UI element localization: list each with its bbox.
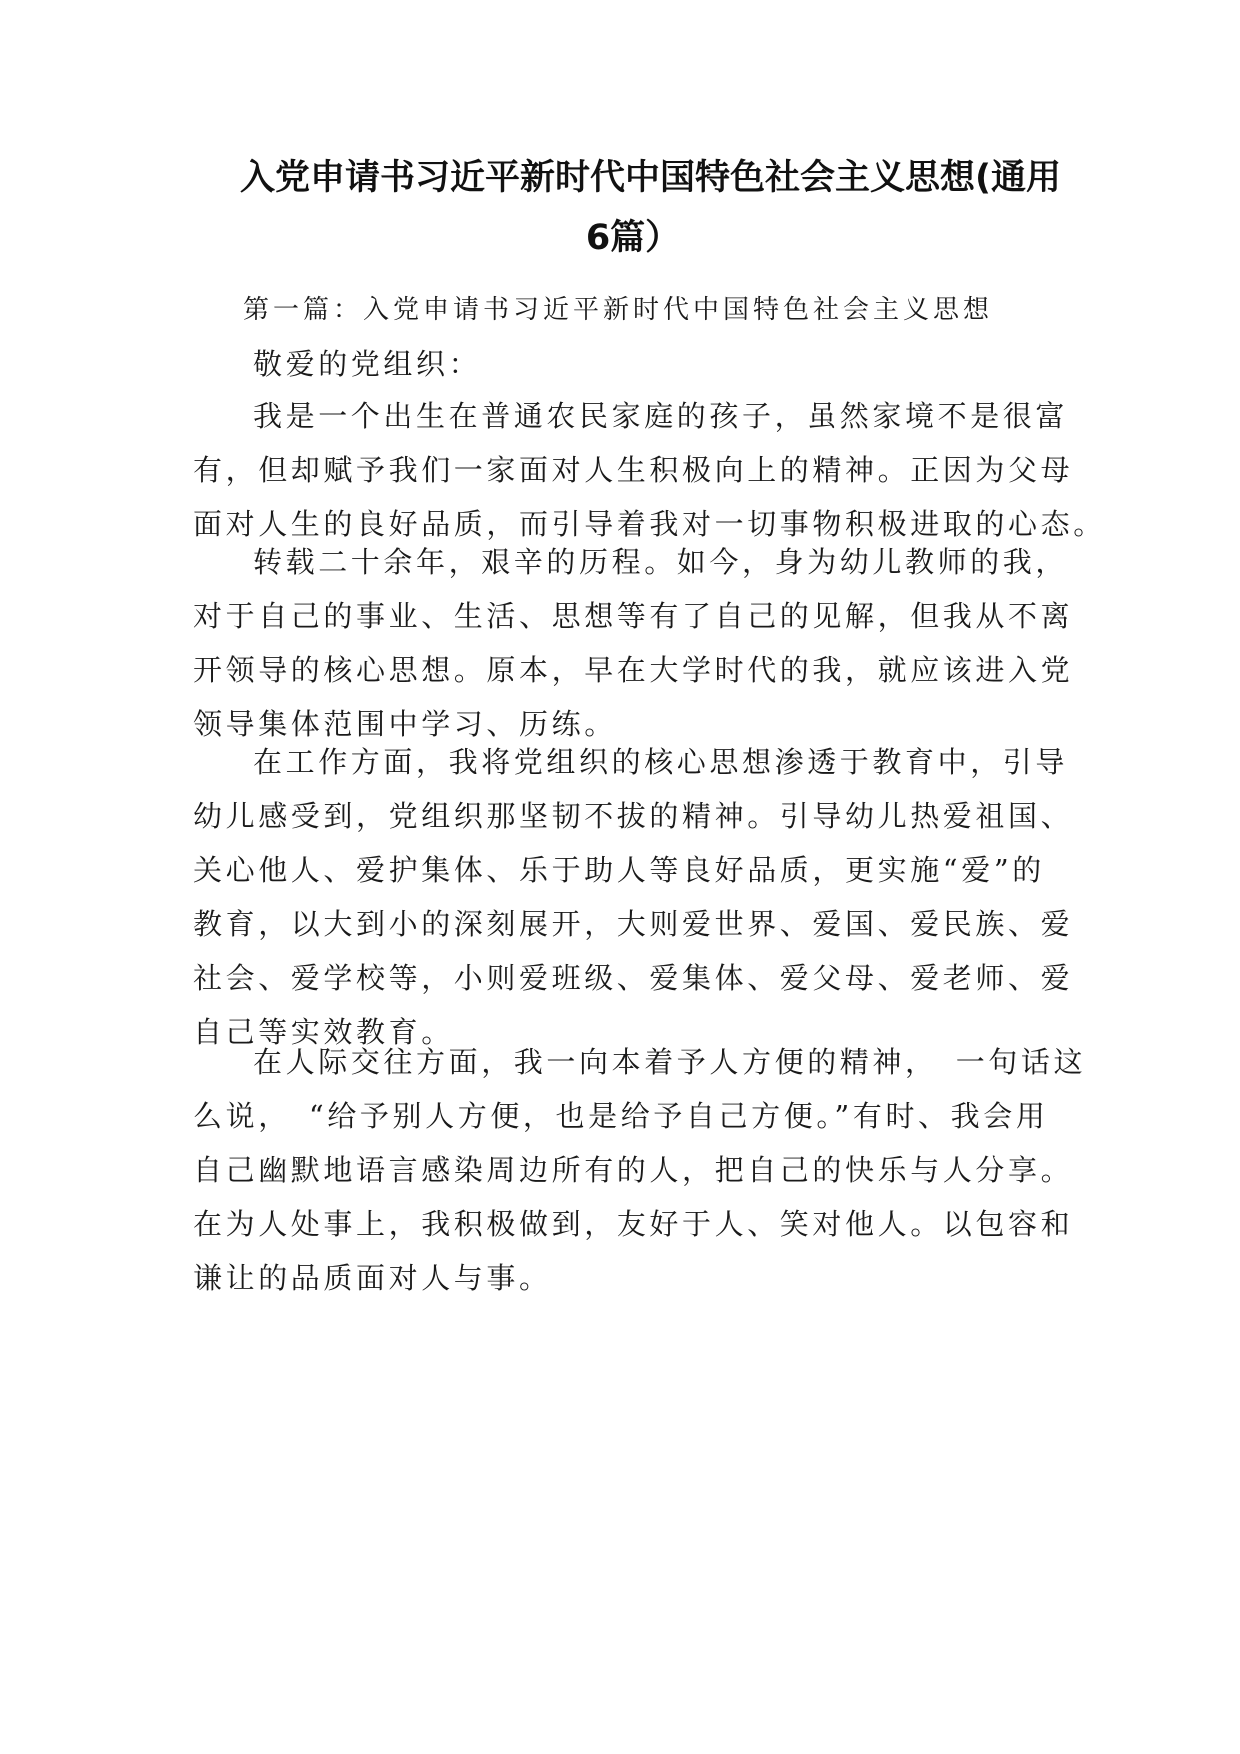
paragraph-line: 在人际交往方面，我一向本着予人方便的精神， 一句话这 [253, 1045, 1087, 1079]
paragraph-line: 么说， “给予别人方便，也是给予自己方便。”有时、我会用 [193, 1099, 1049, 1133]
paragraph-line: 对于自己的事业、生活、思想等有了自己的见解，但我从不离 [193, 599, 1074, 633]
paragraph-line: 面对人生的良好品质，而引导着我对一切事物积极进取的心态。 [193, 507, 1106, 541]
title-line-1: 入党申请书习近平新时代中国特色社会主义思想(通用 [240, 158, 1061, 198]
paragraph-line: 转载二十余年，艰辛的历程。如今，身为幼儿教师的我， [253, 545, 1069, 579]
paragraph-line: 领导集体范围中学习、历练。 [193, 707, 617, 741]
paragraph-4 [193, 1035, 1087, 1305]
paragraph-line: 关心他人、爱护集体、乐于助人等良好品质，更实施“爱”的 [193, 853, 1045, 887]
salutation-text: 敬爱的党组织： [253, 347, 482, 381]
paragraph-line: 在工作方面，我将党组织的核心思想渗透于教育中，引导 [253, 745, 1069, 779]
document-title [240, 148, 1060, 268]
paragraph-line: 在为人处事上，我积极做到，友好于人、笑对他人。以包容和 [193, 1207, 1074, 1241]
paragraph-line: 谦让的品质面对人与事。 [193, 1261, 552, 1295]
paragraph-line: 自己幽默地语言感染周边所有的人，把自己的快乐与人分享。 [193, 1153, 1074, 1187]
paragraph-3 [193, 735, 1073, 1059]
paragraph-line: 社会、爱学校等，小则爱班级、爱集体、爱父母、爱老师、爱 [193, 961, 1074, 995]
paragraph-line: 开领导的核心思想。原本，早在大学时代的我，就应该进入党 [193, 653, 1074, 687]
title-line-2: 6篇） [585, 218, 681, 258]
salutation [193, 337, 1073, 391]
paragraph-line: 自己等实效教育。 [193, 1015, 454, 1049]
section-heading: 第一篇：入党申请书习近平新时代中国特色社会主义思想 [243, 295, 994, 325]
paragraph-line: 教育，以大到小的深刻展开，大则爱世界、爱国、爱民族、爱 [193, 907, 1074, 941]
paragraph-line: 幼儿感受到，党组织那坚韧不拔的精神。引导幼儿热爱祖国、 [193, 799, 1074, 833]
paragraph-line: 有，但却赋予我们一家面对人生积极向上的精神。正因为父母 [193, 453, 1074, 487]
paragraph-1 [193, 389, 1106, 551]
paragraph-line: 我是一个出生在普通农民家庭的孩子，虽然家境不是很富 [253, 399, 1069, 433]
paragraph-2 [193, 535, 1073, 751]
